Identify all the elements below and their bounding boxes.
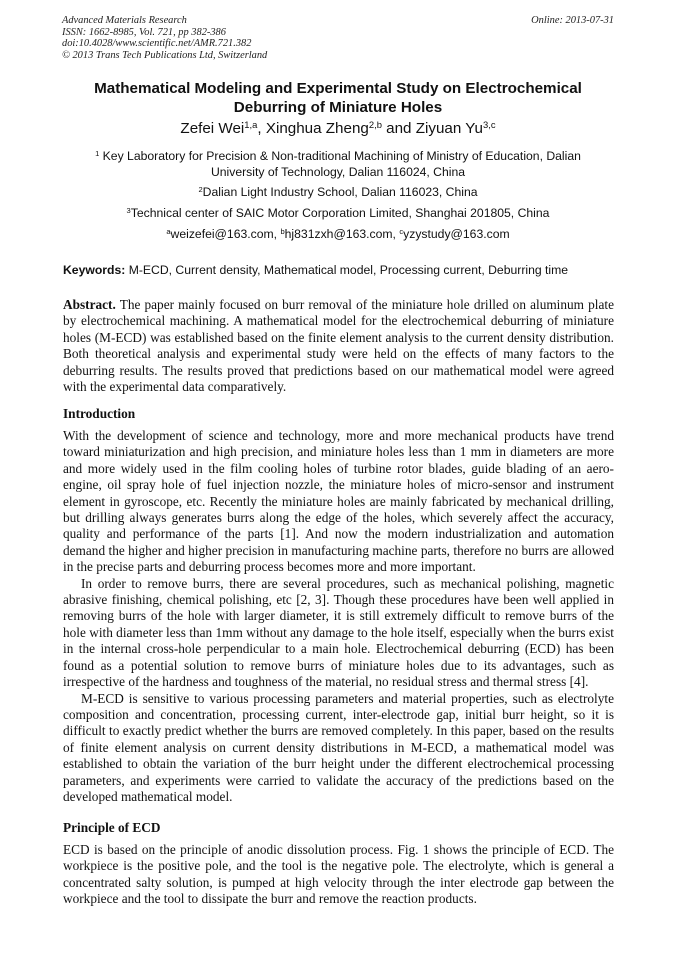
keywords-label: Keywords: bbox=[63, 263, 126, 277]
journal-header bbox=[62, 15, 614, 61]
abstract-label: Abstract. bbox=[63, 297, 116, 312]
keywords-text: M-ECD, Current density, Mathematical model, Processing current, Deburring time bbox=[125, 263, 569, 277]
author-list bbox=[62, 119, 614, 139]
abstract-text: The paper mainly focused on burr removal of the miniature hole drilled on aluminum plate by electrochemical machining. A mathematical model for the electrochemical deburring of miniature holes (M-ECD) was established based on the finite element analysis to the current density distribution. Both theoretical analysis and experimental study were held on the effects of many factors to the deburring results. The results proved that predictions based on our mathematical model were agreed with the experimental data comparatively. bbox=[63, 297, 614, 395]
author-name: Xinghua Zheng bbox=[265, 120, 369, 137]
affiliation-text: Technical center of SAIC Motor Corporation Limited, Shanghai 201805, China bbox=[130, 206, 550, 220]
affiliation-text: University of Technology, Dalian 116024, China bbox=[210, 164, 466, 179]
author-separator: , bbox=[257, 120, 266, 137]
author-sup: 1,a bbox=[244, 118, 258, 130]
author-separator: and bbox=[381, 120, 416, 137]
copyright-line: © 2013 Trans Tech Publications Ltd, Switzerland bbox=[62, 49, 268, 61]
intro-paragraph-2: In order to remove burrs, there are several procedures, such as mechanical polishing, magnetic abrasive finishing, chemical polishing, etc [2, 3]. Though these procedures have been well applied in removing burrs of the hole with larger diameter, it is still extremely difficult to remove burrs of the hole with diameter less than 1mm without any damage to the hole itself, especially when the burrs exist in the internal cross-hole perpendicular to a main hole. Electrochemical deburring (ECD) has been found as a potential solution to remove burrs of miniature holes due to its advantages, such as irrespective of the hardness and toughness of the material, no residual stress and thermal stress [4]. bbox=[63, 575, 614, 690]
affiliation-2 bbox=[62, 185, 614, 201]
email-address[interactable]: yzystudy@163.com bbox=[403, 227, 510, 241]
affiliation-text: Dalian Light Industry School, Dalian 116023, China bbox=[202, 185, 478, 199]
author-sup: 3,c bbox=[483, 118, 496, 130]
email-address[interactable]: hj831zxh@163.com, bbox=[284, 227, 400, 241]
affiliation-sup: 1 bbox=[95, 148, 100, 158]
principle-body bbox=[63, 842, 614, 908]
author-name: Ziyuan Yu bbox=[415, 120, 483, 137]
author-name: Zefei Wei bbox=[180, 120, 245, 137]
email-sup: c bbox=[399, 226, 404, 236]
introduction-body bbox=[63, 428, 614, 805]
affiliation-1 bbox=[62, 149, 614, 180]
affiliation-sup: 2 bbox=[198, 184, 203, 194]
paper-title bbox=[62, 80, 614, 117]
affiliation-3 bbox=[62, 206, 614, 222]
title-line-2: Deburring of Miniature Holes bbox=[233, 98, 443, 116]
affiliation-sup: 3 bbox=[126, 205, 131, 215]
email-address[interactable]: weizefei@163.com, bbox=[170, 227, 281, 241]
doi-line: doi:10.4028/www.scientific.net/AMR.721.382 bbox=[62, 38, 252, 50]
online-date: Online: 2013-07-31 bbox=[531, 15, 614, 26]
introduction-heading: Introduction bbox=[63, 406, 136, 421]
email-sup: b bbox=[280, 226, 285, 236]
intro-paragraph-3: M-ECD is sensitive to various processing parameters and material properties, such as electrolyte composition and concentration, processing current, inter-electrode gap, initial burr height, so it is difficult to exactly predict whether the burrs are removed completely. In this paper, based on the results of finite element analysis on current density distributions in M-ECD, a mathematical model was established to obtain the variation of the burr height under the different electrochemical processing parameters, and experiments were carried to validate the accuracy of the predictions based on the developed mathematical model. bbox=[63, 690, 614, 804]
principle-heading: Principle of ECD bbox=[63, 820, 161, 835]
email-line bbox=[62, 227, 614, 243]
author-sup: 2,b bbox=[368, 118, 382, 130]
issn-line: ISSN: 1662-8985, Vol. 721, pp 382-386 bbox=[62, 26, 226, 38]
title-line-1: Mathematical Modeling and Experimental Study on Electrochemical bbox=[94, 80, 582, 97]
abstract bbox=[63, 297, 614, 395]
email-sup: a bbox=[166, 226, 171, 236]
intro-paragraph-1: With the development of science and technology, more and more mechanical products have trend toward miniaturization and high precision, and miniature holes less than 1 mm in diameters are more and more widely used in the film cooling holes of turbine rotor blades, guide blading of an aero-engine, oil spray hole of fuel injection nozzle, the miniature holes of micro-sensor and instrument element in gyroscope, etc. Recently the miniature holes are mainly fabricated by mechanical drilling, but drilling always generates burrs along the edge of the holes, which severely affect the accuracy, quality and performance of the parts [1]. And now the modern industrialization and automation demand the higher and higher precision in manufacturing machine parts, therefore no burrs are allowed in the precise parts and deburring process becomes more and more important. bbox=[63, 428, 614, 575]
principle-paragraph-1: ECD is based on the principle of anodic dissolution process. Fig. 1 shows the principle of ECD. The workpiece is the positive pole, and the tool is the negative pole. The electrolyte, which is general a concentrated salty solution, is pumped at high velocity through the inter electrode gap between the workpiece and the tool to dissipate the burr and remove the reaction products. bbox=[63, 842, 614, 907]
keywords bbox=[63, 263, 615, 278]
affiliation-text: Key Laboratory for Precision & Non-traditional Machining of Ministry of Education, Dalian bbox=[102, 149, 581, 163]
journal-name: Advanced Materials Research bbox=[62, 15, 187, 26]
